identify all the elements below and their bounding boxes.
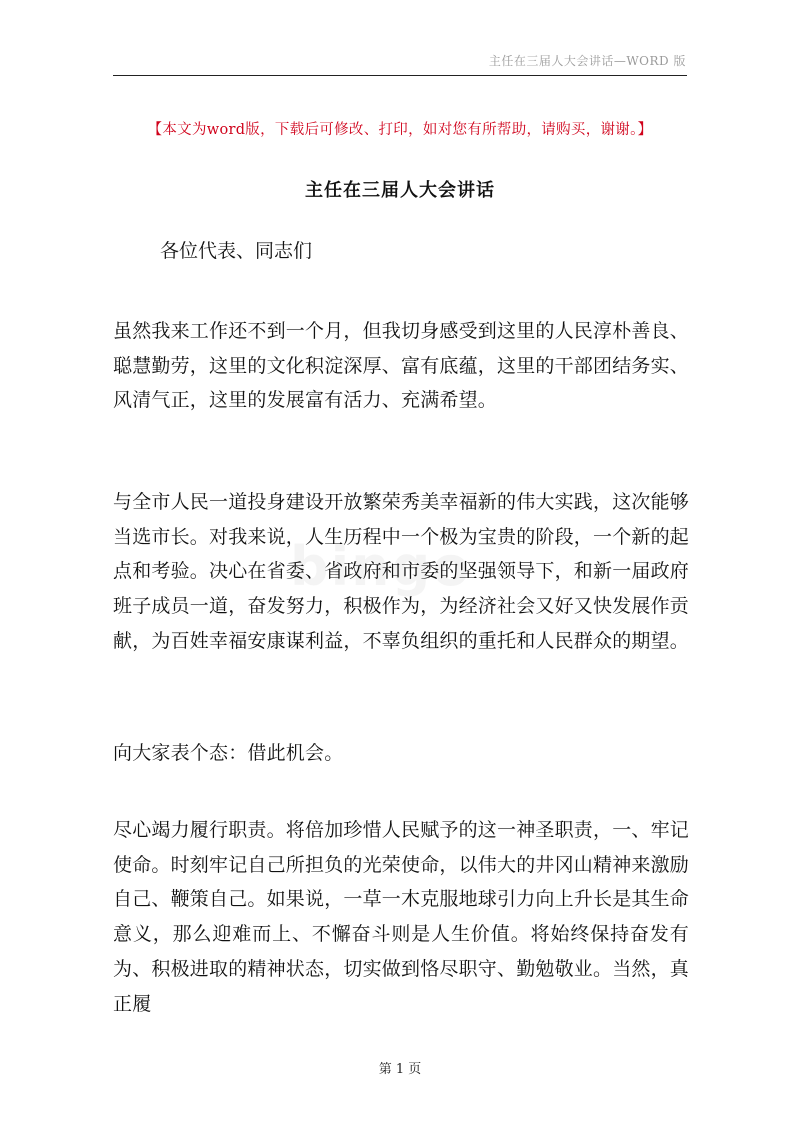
download-notice: 【本文为word版，下载后可修改、打印，如对您有所帮助，请购买，谢谢。】 — [147, 122, 653, 138]
body-paragraph: 与全市人民一道投身建设开放繁荣秀美幸福新的伟大实践，这次能够当选市长。对我来说，人生历程中一个极为宝贵的阶段，一个新的起点和考验。决心在省委、省政府和市委的坚强领导下，和新一届政府班子成员一道，奋发努力，积极作为，为经济社会又好又快发展作贡献，为百姓幸福安康谋利益，不辜负组织的重托和人民群众的期望。 — [113, 491, 690, 652]
header-rule — [113, 75, 687, 76]
document-title: 主任在三届人大会讲话 — [305, 180, 495, 201]
page-number: 第 1 页 — [378, 1062, 422, 1077]
body-paragraph: 向大家表个态：借此机会。 — [113, 742, 344, 764]
body-paragraph: 尽心竭力履行职责。将倍加珍惜人民赋予的这一神圣职责，一、牢记使命。时刻牢记自己所担负的光荣使命，以伟大的井冈山精神来激励自己、鞭策自己。如果说，一草一木克服地球引力向上升长是其生命意义，那么迎难而上、不懈奋斗则是人生价值。将始终保持奋发有为、积极进取的精神状态，切实做到恪尽职守、勤勉敬业。当然，真正履 — [113, 819, 690, 1015]
body-paragraph: 虽然我来工作还不到一个月，但我切身感受到这里的人民淳朴善良、聪慧勤劳，这里的文化积淀深厚、富有底蕴，这里的干部团结务实、风清气正，这里的发展富有活力、充满希望。 — [113, 320, 690, 412]
running-header: 主任在三届人大会讲话—WORD 版 — [488, 54, 686, 68]
salutation: 各位代表、同志们 — [160, 240, 313, 262]
